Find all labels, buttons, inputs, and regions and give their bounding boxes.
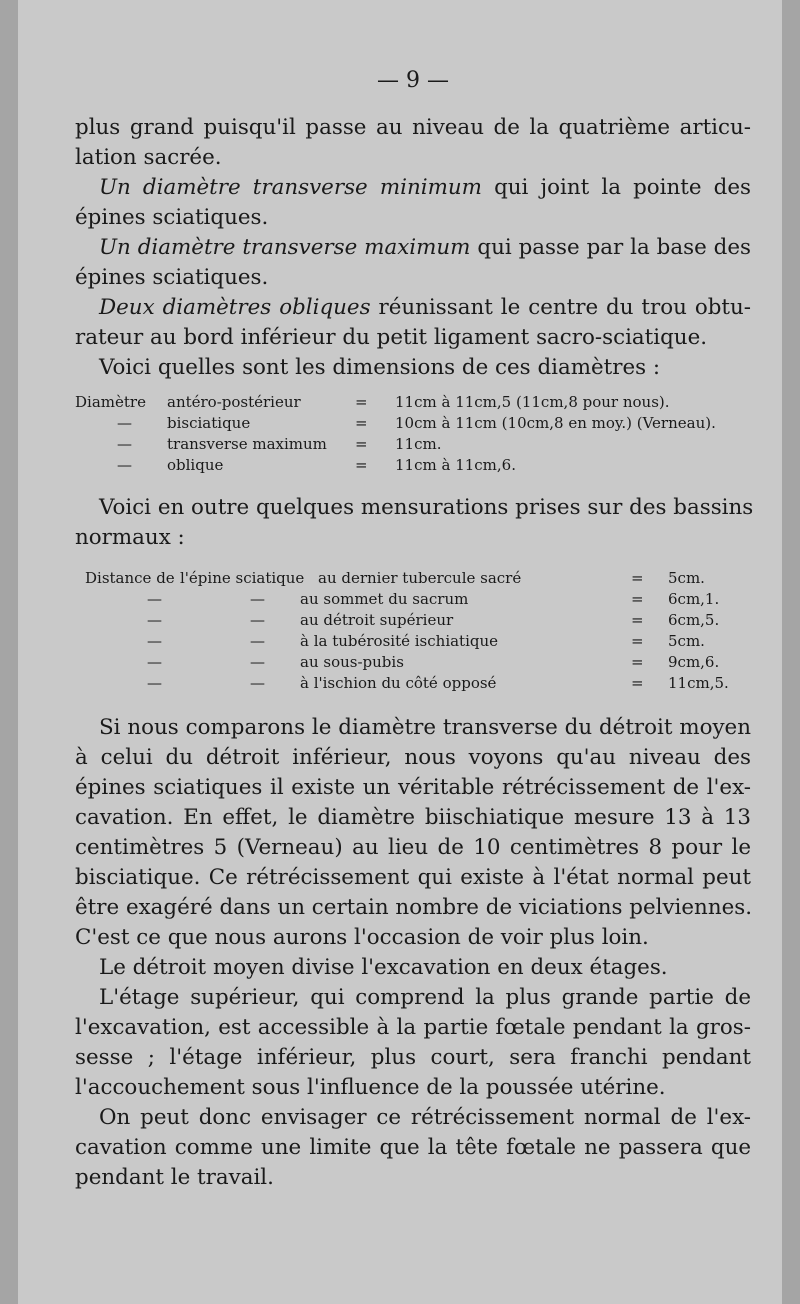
table-row: — oblique = 11cm à 11cm,6. [117, 456, 516, 474]
text-line: centimètres 5 (Verneau) au lieu de 10 centimètres 8 pour le [75, 835, 751, 860]
table-row: — — au sous-pubis = 9cm,6. [147, 653, 720, 671]
text-line: l'accouchement sous l'influence de la poussée utérine. [75, 1075, 666, 1100]
text-line: être exagéré dans un certain nombre de viciations pelviennes. [75, 895, 753, 920]
text-line: Voici en outre quelques mensurations prises sur des bassins [99, 495, 754, 520]
table-row: — — à la tubérosité ischiatique = 5cm. [147, 632, 705, 650]
text-line: rateur au bord inférieur du petit ligament sacro-sciatique. [75, 325, 708, 350]
text-line: Un diamètre transverse minimum qui joint la pointe des [99, 175, 751, 200]
table-row: Distance de l'épine sciatique au dernier tubercule sacré = 5cm. [85, 569, 705, 587]
table-row: — bisciatique = 10cm à 11cm (10cm,8 en moy.) (Verneau). [117, 414, 716, 432]
table-row: — transverse maximum = 11cm. [117, 435, 442, 453]
text-line: épines sciatiques. [75, 265, 269, 290]
table-row: — — au sommet du sacrum = 6cm,1. [147, 590, 720, 608]
text-line: bisciatique. Ce rétrécissement qui existe à l'état normal peut [75, 865, 751, 890]
text-line: Si nous comparons le diamètre transverse du détroit moyen [99, 715, 751, 740]
text-line: On peut donc envisager ce rétrécissement normal de l'ex- [99, 1105, 751, 1130]
text-line: Voici quelles sont les dimensions de ces diamètres : [99, 355, 661, 380]
text-line: épines sciatiques il existe un véritable rétrécissement de l'ex- [75, 775, 751, 800]
text-line: cavation. En effet, le diamètre biischiatique mesure 13 à 13 [75, 805, 751, 830]
text-line: lation sacrée. [75, 145, 222, 170]
text-line: L'étage supérieur, qui comprend la plus grande partie de [99, 985, 751, 1010]
text-line: C'est ce que nous aurons l'occasion de voir plus loin. [75, 925, 649, 950]
text-line: l'excavation, est accessible à la partie fœtale pendant la gros- [75, 1015, 751, 1040]
table-row: — — à l'ischion du côté opposé = 11cm,5. [147, 674, 729, 692]
text-line: plus grand puisqu'il passe au niveau de la quatrième articu- [75, 115, 751, 140]
italic-term: Deux diamètres obliques [99, 295, 371, 320]
text-line: à celui du détroit inférieur, nous voyons qu'au niveau des [75, 745, 751, 770]
italic-term: Un diamètre transverse minimum [99, 175, 482, 200]
text-line: cavation comme une limite que la tête fœtale ne passera que [75, 1135, 751, 1160]
italic-term: Un diamètre transverse maximum [99, 235, 471, 260]
table-row: Diamètre antéro-postérieur = 11cm à 11cm,5 (11cm,8 pour nous). [75, 393, 670, 411]
text-line: épines sciatiques. [75, 205, 269, 230]
book-page [18, 0, 782, 1304]
text-line: normaux : [75, 525, 185, 550]
text-line: sesse ; l'étage inférieur, plus court, sera franchi pendant [75, 1045, 751, 1070]
table-row: — — au détroit supérieur = 6cm,5. [147, 611, 720, 629]
text-line: pendant le travail. [75, 1165, 274, 1190]
text-line: Deux diamètres obliques réunissant le centre du trou obtu- [99, 295, 752, 320]
text-line: Le détroit moyen divise l'excavation en deux étages. [99, 955, 668, 980]
page-number: — 9 — [377, 68, 449, 93]
text-line: Un diamètre transverse maximum qui passe par la base des [99, 235, 751, 260]
